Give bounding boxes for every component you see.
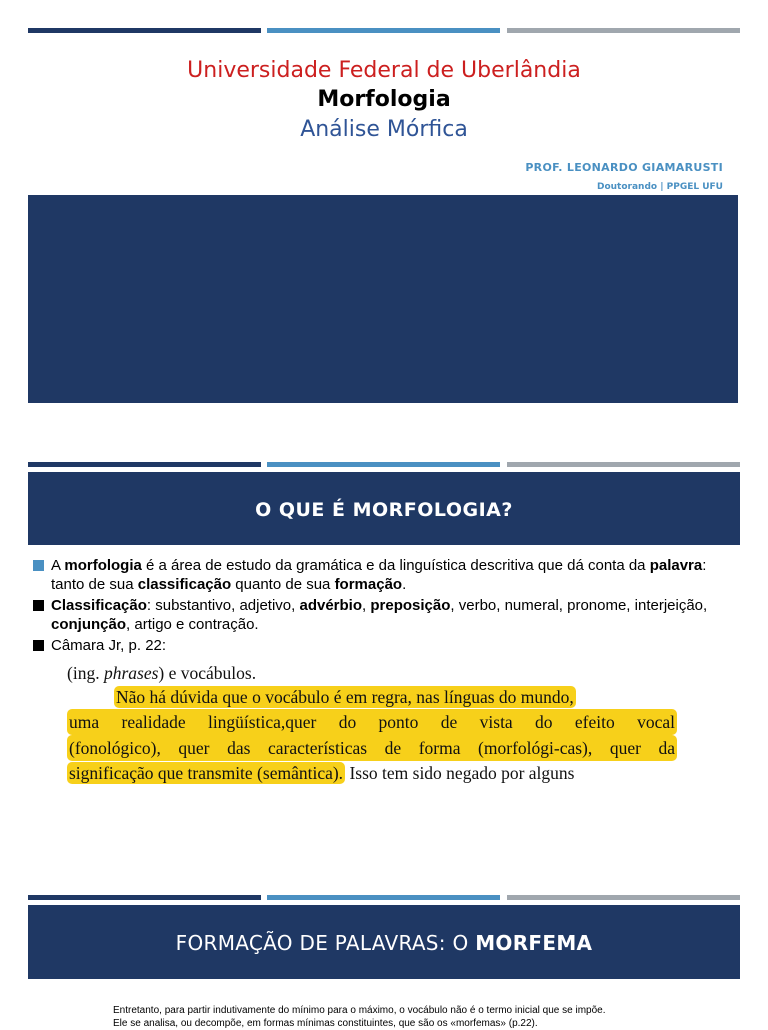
bullet-bold-term: preposição	[370, 597, 451, 614]
bullet-text: : substantivo, adjetivo,	[146, 597, 300, 614]
quote-line	[67, 661, 677, 685]
bullet-text: Câmara Jr, p. 22:	[51, 637, 167, 654]
footnote-line: Ele se analisa, ou decompõe, em formas mínimas constituintes, que são os «morfemas» (p.22).	[113, 1018, 538, 1029]
slide3-title	[28, 905, 740, 979]
accent-bar-navy	[28, 462, 261, 467]
highlighted-text: significação que transmite (semântica).	[69, 763, 344, 783]
bullet-bold-term: advérbio	[299, 597, 363, 614]
bullet-item-morfologia	[33, 556, 733, 594]
bullet-bold-term: palavra	[649, 557, 703, 574]
bullet-bold-term: morfologia	[64, 557, 142, 574]
slide1-title: Morfologia	[317, 87, 451, 112]
highlighted-text: Não há dúvida que o vocábulo é em regra, nas línguas do mundo,	[116, 687, 574, 707]
quote-text: (ing.	[67, 663, 104, 683]
bullet-text: ,	[362, 597, 371, 614]
accent-bar-gray	[507, 462, 740, 467]
university-name: Universidade Federal de Uberlândia	[187, 58, 581, 83]
accent-bar-gray	[507, 28, 740, 33]
bullet-text: , artigo e contração.	[126, 616, 259, 633]
bullet-text: A	[51, 557, 65, 574]
quote-line	[67, 685, 677, 709]
bullet-text: é a área de estudo da gramática e da linguística descritiva que dá conta da	[141, 557, 650, 574]
quote-text: ) e vocábulos.	[158, 663, 257, 683]
bullet-bold-term: Classificação	[51, 597, 147, 614]
highlighted-text: uma realidade lingüística,quer do ponto de vista do efeito vocal	[67, 709, 677, 735]
slide2-title: O QUE É MORFOLOGIA?	[28, 472, 740, 545]
slide1-subtitle: Análise Mórfica	[300, 117, 468, 142]
bullet-text: : tanto de sua	[51, 557, 707, 593]
accent-bar-blue	[267, 462, 500, 467]
accent-bar-gray	[507, 895, 740, 900]
bullet-text: .	[402, 576, 407, 593]
black-square-icon	[33, 600, 44, 611]
professor-role: Doutorando | PPGEL UFU	[596, 182, 723, 192]
slide2-bullet-list	[33, 556, 733, 657]
bullet-text: , verbo, numeral, pronome, interjeição,	[450, 597, 708, 614]
accent-bar-blue	[267, 28, 500, 33]
professor-name: PROF. LEONARDO GIAMARUSTI	[525, 161, 723, 174]
slide1-navy-block	[28, 195, 738, 403]
bullet-bold-term: conjunção	[51, 616, 127, 633]
accent-bar-blue	[267, 895, 500, 900]
quote-line	[67, 735, 677, 761]
highlighted-text: (fonológico), quer das características de forma (morfológi-cas), quer da	[67, 735, 677, 761]
slide3-title-bold: MORFEMA	[475, 931, 593, 955]
slide3-title-text: FORMAÇÃO DE PALAVRAS: O	[175, 931, 476, 955]
bullet-item-classificacao	[33, 596, 733, 634]
quote-line	[67, 761, 677, 785]
slide3-footnote	[113, 1004, 606, 1030]
bullet-bold-term: classificação	[137, 576, 232, 593]
black-square-icon	[33, 640, 44, 651]
slide3-accent-bars	[28, 895, 740, 900]
slide2-accent-bars	[28, 462, 740, 467]
blue-square-icon	[33, 560, 44, 571]
accent-bar-navy	[28, 895, 261, 900]
bullet-item-camara	[33, 636, 733, 655]
bullet-text: quanto de sua	[231, 576, 335, 593]
bullet-bold-term: formação	[334, 576, 403, 593]
quote-italic-term: phrases	[103, 663, 159, 683]
quote-line	[67, 709, 677, 735]
slide1-accent-bars	[28, 28, 740, 33]
accent-bar-navy	[28, 28, 261, 33]
quote-text: Isso tem sido negado por alguns	[345, 763, 575, 783]
camara-quote	[67, 661, 677, 785]
footnote-line: Entretanto, para partir indutivamente do mínimo para o máximo, o vocábulo não é o termo inicial que se impõe.	[113, 1005, 606, 1016]
